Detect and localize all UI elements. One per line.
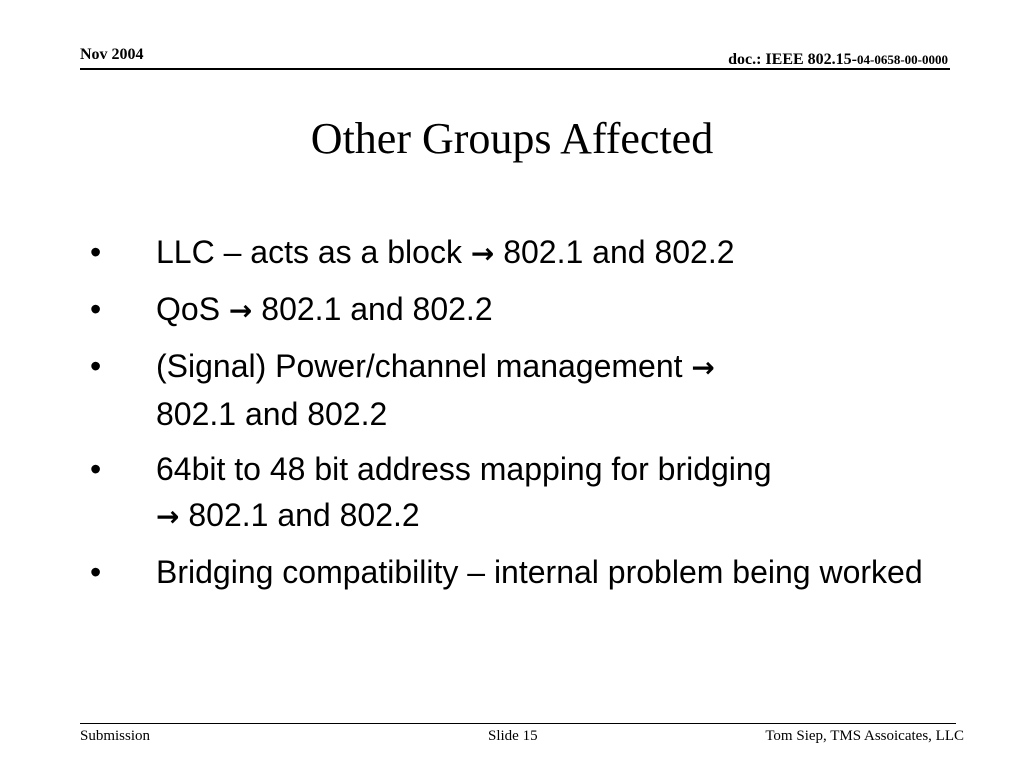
bullet-text: Bridging compatibility – internal problem being worked	[156, 554, 923, 590]
bullet-text: QoS	[156, 291, 221, 327]
slide-title: Other Groups Affected	[310, 114, 714, 163]
doc-id-number: 04-0658-00-0000	[857, 52, 948, 67]
arrow-right-icon: →	[470, 237, 495, 270]
header-doc-id	[728, 51, 948, 69]
bullet-text: 64bit to 48 bit address mapping for bridging	[156, 451, 772, 487]
bullet-glyph: •	[90, 348, 102, 384]
arrow-right-icon: →	[691, 351, 715, 384]
bullet-glyph: •	[90, 234, 102, 270]
header-divider	[80, 68, 950, 70]
bullet-item	[86, 229, 946, 277]
bullet-target: 802.1 and 802.2	[156, 396, 388, 432]
bullet-item	[86, 446, 946, 540]
bullet-text: (Signal) Power/channel management	[156, 348, 683, 384]
doc-id-prefix: doc.: IEEE 802.15-	[728, 51, 857, 68]
bullet-text: LLC – acts as a block	[156, 234, 462, 270]
bullet-item	[86, 549, 946, 595]
bullet-glyph: •	[90, 554, 102, 590]
footer-divider	[80, 723, 956, 724]
footer-submission: Submission	[80, 728, 151, 744]
bullet-item	[86, 343, 946, 437]
footer-author: Tom Siep, TMS Assoicates, LLC	[765, 728, 964, 744]
arrow-right-icon: →	[156, 500, 180, 533]
bullet-glyph: •	[90, 451, 102, 487]
arrow-right-icon: →	[228, 294, 253, 327]
bullet-glyph: •	[90, 291, 102, 327]
bullet-target: 802.1 and 802.2	[188, 497, 420, 533]
bullet-target: 802.1 and 802.2	[503, 234, 735, 270]
bullet-item	[86, 286, 946, 334]
bullet-list	[86, 229, 946, 604]
footer-slide-number: Slide 15	[488, 728, 538, 744]
bullet-target: 802.1 and 802.2	[261, 291, 493, 327]
header-date: Nov 2004	[80, 46, 144, 63]
